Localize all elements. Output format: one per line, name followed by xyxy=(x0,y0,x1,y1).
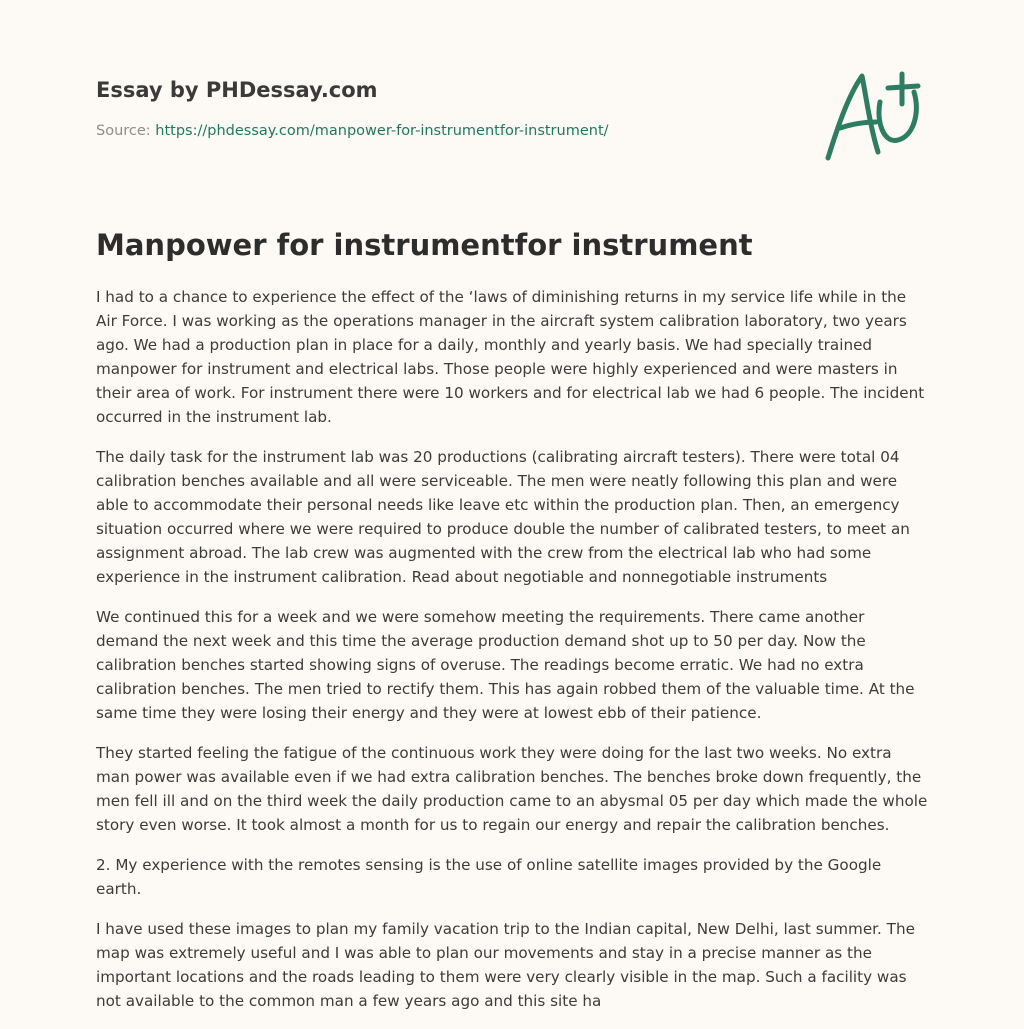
a-plus-logo-icon xyxy=(818,66,930,166)
paragraph: We continued this for a week and we were somehow meeting the requirements. There came another demand the next week and this time the average production demand shot up to 50 per day. Now the calibration benches started showing signs of overuse. The readings become erratic. We had no extra calibration benches. The men tried to rectify them. This has again robbed them of the valuable time. At the same time they were losing their energy and they were at lowest ebb of their patience. xyxy=(96,608,915,722)
site-header xyxy=(96,76,736,104)
paragraph: The daily task for the instrument lab was 20 productions (calibrating aircraft testers). There were total 04 calibration benches available and all were serviceable. The men were neatly following this plan and were able to accommodate their personal needs like leave etc within the production plan. Then, an emergency situation occurred where we were required to produce double the number of calibrated testers, to meet an assignment abroad. The lab crew was augmented with the crew from the electrical lab who had some experience in the instrument calibration. Read about negotiable and nonnegotiable instruments xyxy=(96,448,910,586)
article-body xyxy=(96,285,928,1029)
source-label: Source: xyxy=(96,123,156,139)
paragraph: They started feeling the fatigue of the continuous work they were doing for the last two weeks. No extra man power was available even if we had extra calibration benches. The benches broke down frequently, the men fell ill and on the third week the daily production came to an abysmal 05 per day which made the whole story even worse. It took almost a month for us to regain our energy and repair the calibration benches. xyxy=(96,744,928,834)
paragraph: 2. My experience with the remotes sensing is the use of online satellite images provided by the Google earth. xyxy=(96,856,882,898)
page-title: Manpower for instrumentfor instrument xyxy=(96,228,753,262)
source-line xyxy=(96,123,609,139)
paragraph: I have used these images to plan my family vacation trip to the Indian capital, New Delhi, last summer. The map was extremely useful and I was able to plan our movements and stay in a precise manner as the important locations and the roads leading to them were very clearly visible in the map. Such a facility was not available to the common man a few years ago and this site ha xyxy=(96,920,915,1010)
paragraph: I had to a chance to experience the effect of the ‘laws of diminishing returns in my service life while in the Air Force. I was working as the operations manager in the aircraft system calibration laboratory, two years ago. We had a production plan in place for a daily, monthly and yearly basis. We had specially trained manpower for instrument and electrical labs. Those people were highly experienced and were masters in their area of work. For instrument there were 10 workers and for electrical lab we had 6 people. The incident occurred in the instrument lab. xyxy=(96,288,925,426)
source-link[interactable]: https://phdessay.com/manpower-for-instrumentfor-instrument/ xyxy=(155,123,609,139)
site-brand: Essay by PHDessay.com xyxy=(96,78,378,102)
